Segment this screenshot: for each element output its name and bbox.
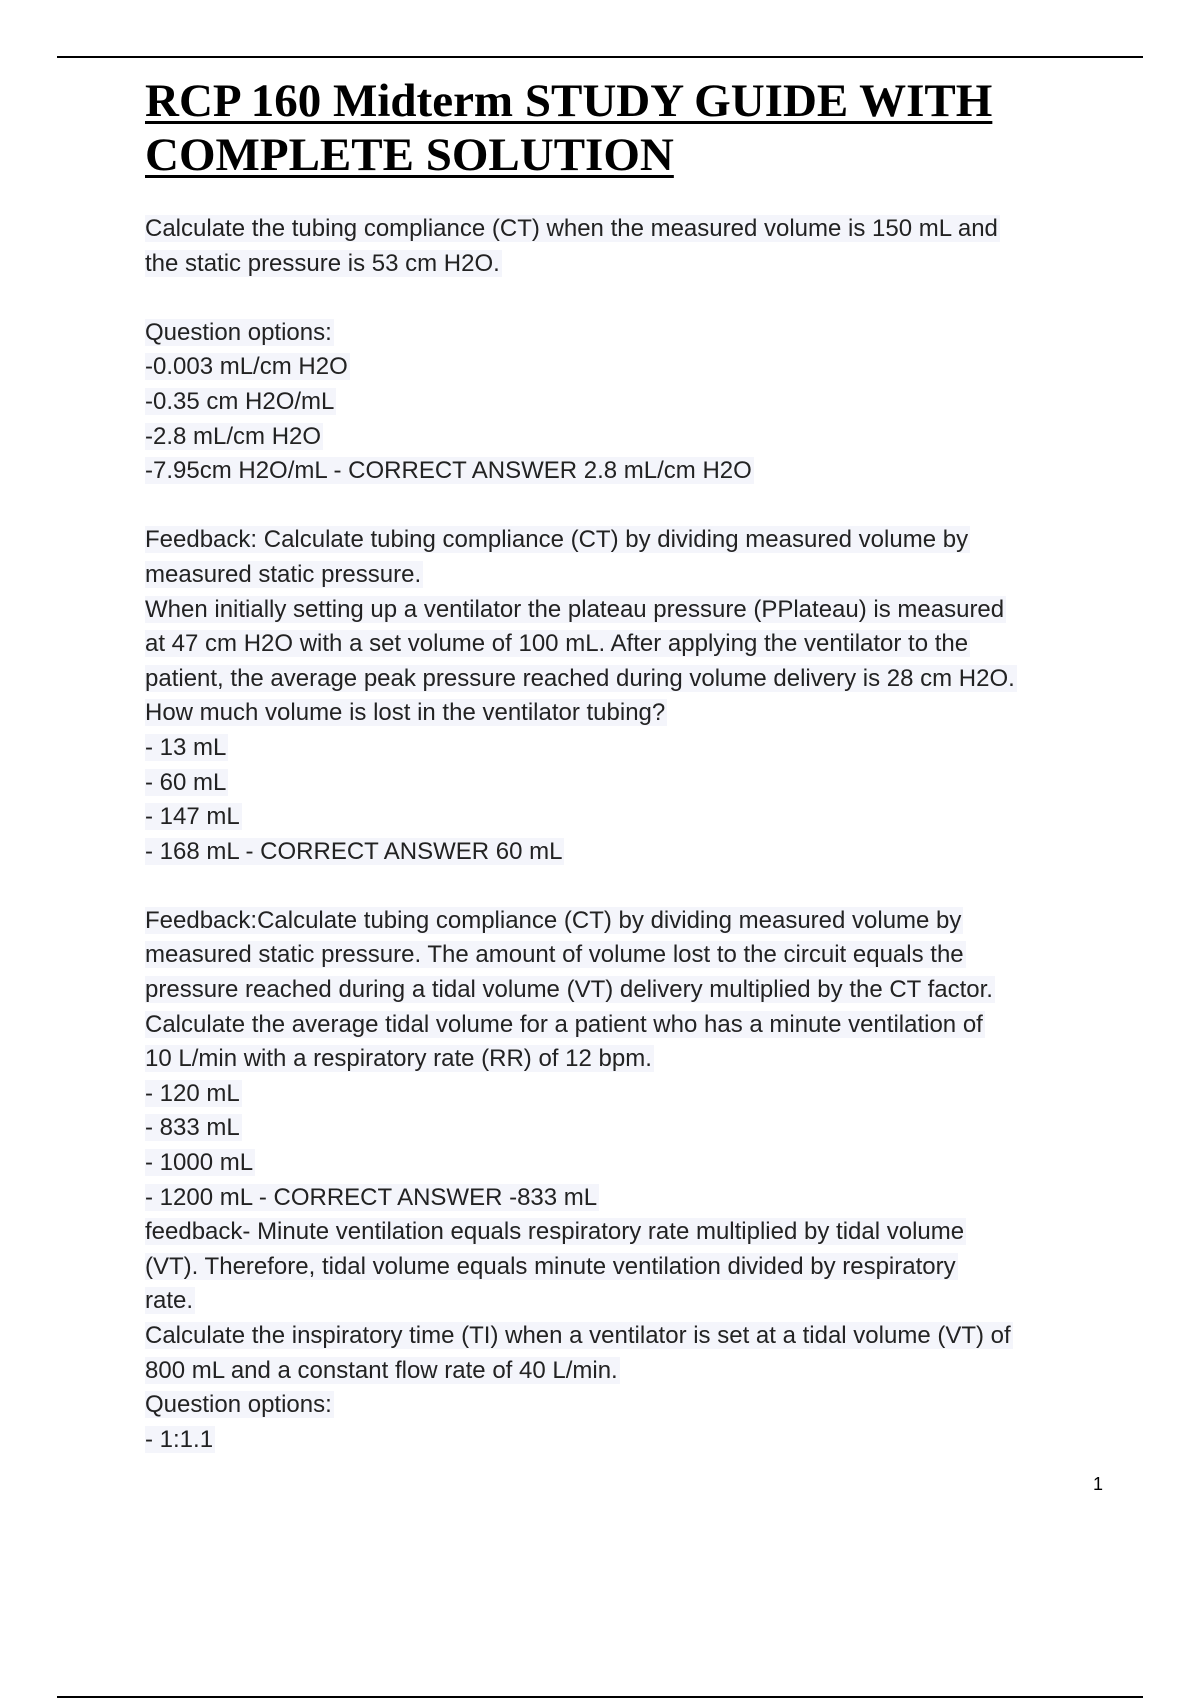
blank-line bbox=[145, 281, 1095, 316]
text-line: Calculate the inspiratory time (TI) when a ventilator is set at a tidal volume (VT) of bbox=[145, 1322, 1011, 1349]
text-line: Feedback:Calculate tubing compliance (CT) by dividing measured volume by bbox=[145, 906, 962, 934]
text-line: - 120 mL bbox=[145, 1079, 240, 1107]
header-rule bbox=[57, 56, 1143, 58]
document-body bbox=[145, 212, 1095, 1457]
text-line: patient, the average peak pressure reached during volume delivery is 28 cm H2O. bbox=[145, 664, 1015, 692]
text-line: the static pressure is 53 cm H2O. bbox=[145, 249, 500, 277]
text-line: (VT). Therefore, tidal volume equals minute ventilation divided by respiratory bbox=[145, 1252, 956, 1280]
text-line: Question options: bbox=[145, 1391, 332, 1419]
blank-line bbox=[145, 489, 1095, 524]
text-line: -0.35 cm H2O/mL bbox=[145, 387, 335, 415]
text-line: - 147 mL bbox=[145, 803, 240, 831]
footer-rule bbox=[57, 1696, 1143, 1698]
text-line: Calculate the tubing compliance (CT) when the measured volume is 150 mL and bbox=[145, 215, 998, 242]
text-line: rate. bbox=[145, 1287, 194, 1315]
text-line: Question options: bbox=[145, 318, 332, 346]
blank-line bbox=[145, 869, 1095, 904]
text-line: - 1000 mL bbox=[145, 1149, 254, 1177]
text-line: 10 L/min with a respiratory rate (RR) of 12 bpm. bbox=[145, 1045, 652, 1073]
text-line: - 60 mL bbox=[145, 768, 227, 796]
text-line: Calculate the average tidal volume for a patient who has a minute ventilation of bbox=[145, 1010, 983, 1038]
text-line: -2.8 mL/cm H2O bbox=[145, 422, 322, 450]
text-line: 800 mL and a constant flow rate of 40 L/min. bbox=[145, 1356, 618, 1384]
text-line: -7.95cm H2O/mL - CORRECT ANSWER 2.8 mL/cm H2O bbox=[145, 457, 752, 485]
text-line: at 47 cm H2O with a set volume of 100 mL. After applying the ventilator to the bbox=[145, 630, 969, 658]
text-line: How much volume is lost in the ventilator tubing? bbox=[145, 699, 666, 727]
text-line: - 13 mL bbox=[145, 733, 227, 761]
text-line: - 833 mL bbox=[145, 1114, 240, 1142]
text-line: measured static pressure. bbox=[145, 560, 422, 588]
text-line: - 1:1.1 bbox=[145, 1425, 214, 1453]
text-line: Feedback: Calculate tubing compliance (CT) by dividing measured volume by bbox=[145, 526, 969, 554]
text-line: When initially setting up a ventilator the plateau pressure (PPlateau) is measured bbox=[145, 595, 1005, 623]
text-line: pressure reached during a tidal volume (VT) delivery multiplied by the CT factor. bbox=[145, 976, 993, 1004]
document-title: RCP 160 Midterm STUDY GUIDE WITH COMPLETE SOLUTION bbox=[145, 75, 993, 181]
text-line: feedback- Minute ventilation equals respiratory rate multiplied by tidal volume bbox=[145, 1218, 965, 1246]
text-line: - 168 mL - CORRECT ANSWER 60 mL bbox=[145, 837, 563, 865]
text-line: - 1200 mL - CORRECT ANSWER -833 mL bbox=[145, 1183, 598, 1211]
text-line: -0.003 mL/cm H2O bbox=[145, 353, 348, 381]
page-number: 1 bbox=[1092, 1474, 1103, 1494]
text-line: measured static pressure. The amount of volume lost to the circuit equals the bbox=[145, 941, 964, 969]
